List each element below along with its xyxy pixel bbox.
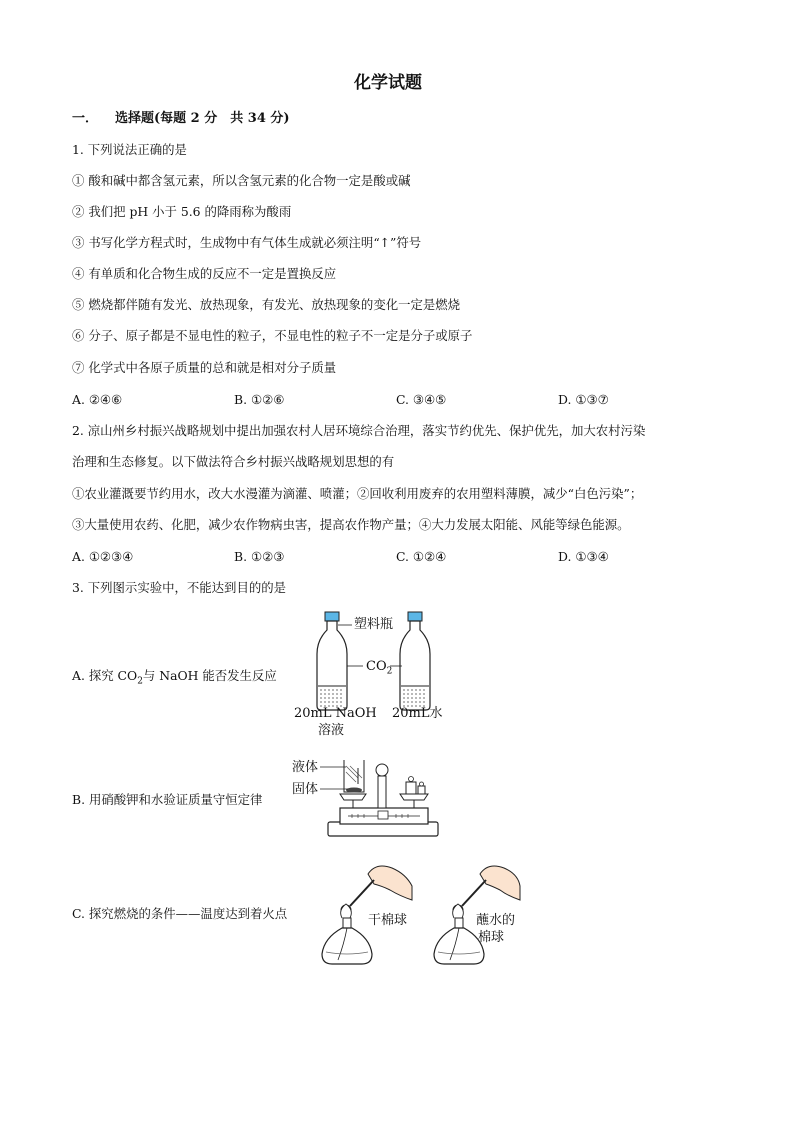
q1-statement-1: ① 酸和碱中都含氢元素，所以含氢元素的化合物一定是酸或碱 xyxy=(72,173,411,188)
label-naoh-solution: 20mL NaOH xyxy=(294,706,377,721)
q3-option-a-label[interactable] xyxy=(72,668,277,689)
combustion-experiment-figure xyxy=(316,860,522,970)
q2-detail-line-1: ①农业灌溉要节约用水，改大水漫灌为滴灌、喷灌；②回收利用废弃的农用塑料薄膜，减少“白色污染”； xyxy=(72,486,643,501)
section-number: 一． xyxy=(72,111,99,126)
section-heading: 选择题(每题 2 分 共 34 分) xyxy=(115,111,290,126)
question-2-stem-line-1: 2. 凉山州乡村振兴战略规划中提出加强农村人居环境综合治理，落实节约优先、保护优先，加大农村污染 xyxy=(72,423,646,438)
q1-statement-5: ⑤ 燃烧都伴随有发光、放热现象，有发光、放热现象的变化一定是燃烧 xyxy=(72,297,461,312)
q1-options xyxy=(72,392,722,408)
q2-option-c[interactable]: C. ①②④ xyxy=(396,549,447,564)
label-co2-text: CO xyxy=(366,659,387,674)
q3-option-b-label[interactable]: B. 用硝酸钾和水验证质量守恒定律 xyxy=(72,792,263,807)
label-dry-cotton-ball: 干棉球 xyxy=(368,913,408,928)
q1-statement-3: ③ 书写化学方程式时，生成物中有气体生成就必须注明“↑”符号 xyxy=(72,235,422,250)
label-liquid: 液体 xyxy=(292,760,319,775)
label-wet-cotton-ball-line-1: 蘸水的 xyxy=(476,913,516,928)
q3-option-a-label-post: 与 NaOH 能否发生反应 xyxy=(142,668,277,683)
label-wet-cotton-ball-line-2: 棉球 xyxy=(478,930,505,945)
q1-option-b[interactable]: B. ①②⑥ xyxy=(234,392,285,407)
label-co2-sub: 2 xyxy=(386,666,393,677)
question-2-stem-line-2: 治理和生态修复。以下做法符合乡村振兴战略规划思想的有 xyxy=(72,454,395,469)
page-title: 化学试题 xyxy=(354,73,422,93)
q1-option-a[interactable]: A. ②④⑥ xyxy=(72,392,123,407)
question-3-stem: 3. 下列图示实验中，不能达到目的的是 xyxy=(72,580,287,595)
q3-option-c-label[interactable]: C. 探究燃烧的条件——温度达到着火点 xyxy=(72,906,288,921)
balance-experiment-figure xyxy=(292,754,444,846)
q2-option-a[interactable]: A. ①②③④ xyxy=(72,549,134,564)
q3-option-a-label-sub: 2 xyxy=(137,676,143,687)
q2-detail-line-2: ③大量使用农药、化肥，减少农作物病虫害，提高农作物产量；④大力发展太阳能、风能等绿色能源。 xyxy=(72,517,630,532)
q2-options xyxy=(72,549,722,565)
q1-statement-2: ② 我们把 pH 小于 5.6 的降雨称为酸雨 xyxy=(72,204,292,219)
q1-statement-7: ⑦ 化学式中各原子质量的总和就是相对分子质量 xyxy=(72,360,337,375)
q2-option-b[interactable]: B. ①②③ xyxy=(234,549,285,564)
q1-option-c[interactable]: C. ③④⑤ xyxy=(396,392,447,407)
co2-bottle-experiment-figure xyxy=(290,606,470,741)
q1-statement-4: ④ 有单质和化合物生成的反应不一定是置换反应 xyxy=(72,266,337,281)
label-solution: 溶液 xyxy=(318,723,345,738)
q2-option-d[interactable]: D. ①③④ xyxy=(558,549,609,564)
question-1-stem: 1. 下列说法正确的是 xyxy=(72,142,187,157)
q3-option-a-label-pre: A. 探究 CO xyxy=(72,668,138,683)
label-solid: 固体 xyxy=(292,782,319,797)
label-co2 xyxy=(366,659,392,680)
label-plastic-bottle: 塑料瓶 xyxy=(354,617,394,632)
q1-option-d[interactable]: D. ①③⑦ xyxy=(558,392,609,407)
label-water: 20mL水 xyxy=(392,706,443,721)
q1-statement-6: ⑥ 分子、原子都是不显电性的粒子，不显电性的粒子不一定是分子或原子 xyxy=(72,328,473,343)
